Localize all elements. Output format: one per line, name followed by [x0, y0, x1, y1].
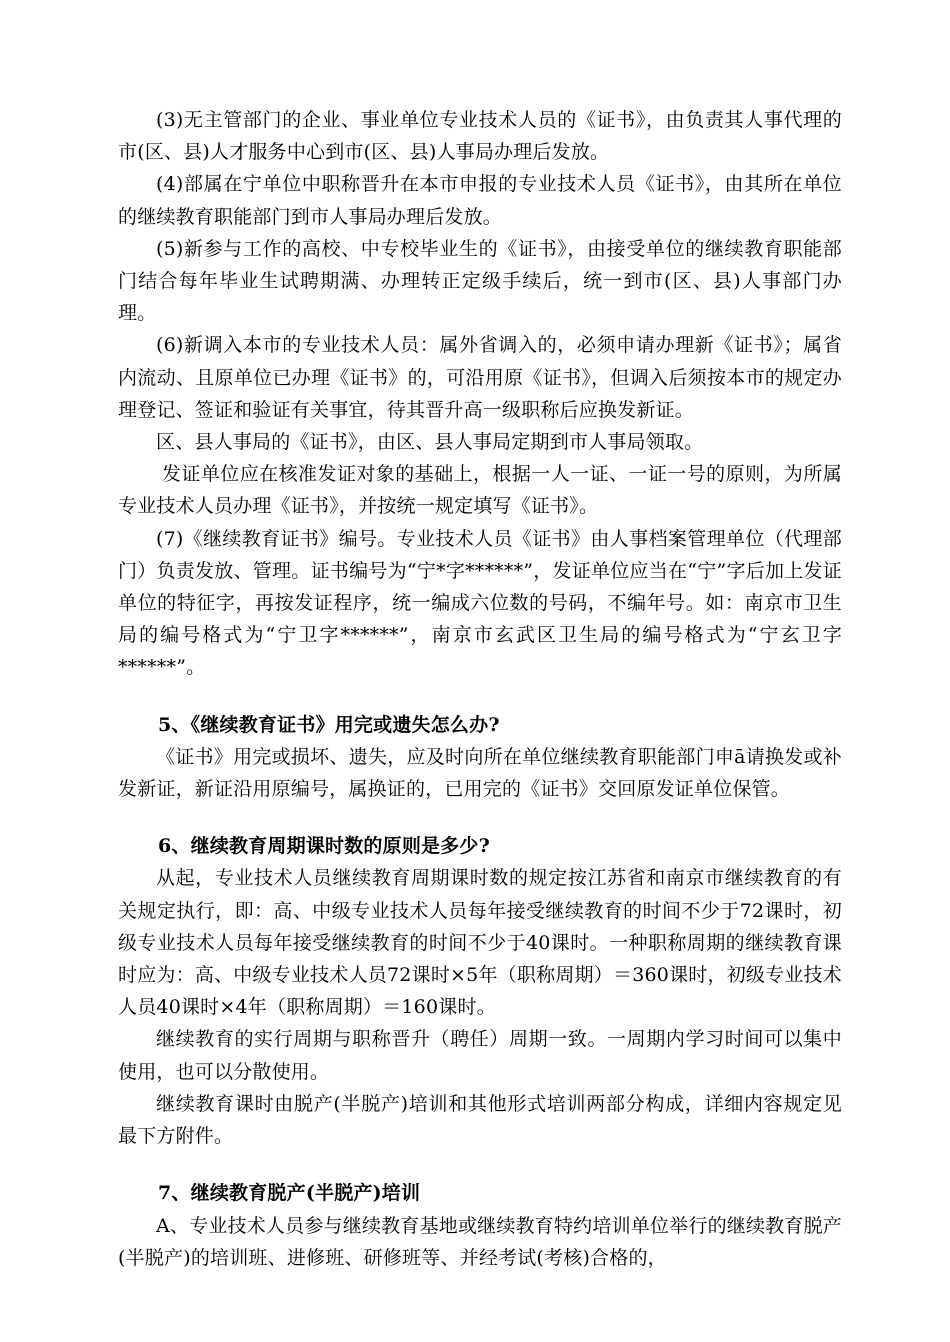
section-heading: 5、《继续教育证书》用完或遗失怎么办? — [158, 713, 500, 736]
paragraph: 继续教育的实行周期与职称晋升（聘任）周期一致。一周期内学习时间可以集中使用，也可以分散使用。 — [118, 1028, 842, 1083]
paragraph: 发证单位应在核准发证对象的基础上，根据一人一证、一证一号的原则，为所属专业技术人员办理《证书》，并按统一规定填写《证书》。 — [118, 463, 842, 518]
document-page — [118, 104, 842, 1274]
paragraph: 区、县人事局的《证书》，由区、县人事局定期到市人事局领取。 — [156, 431, 704, 454]
paragraph: 继续教育课时由脱产(半脱产)培训和其他形式培训两部分构成，详细内容规定见最下方附件。 — [118, 1092, 842, 1148]
paragraph: (5)新参与工作的高校、中专校毕业生的《证书》，由接受单位的继续教育职能部门结合每年毕业生试聘期满、办理转正定级手续后，统一到市(区、县)人事部门办理。 — [118, 237, 842, 325]
paragraph: 从起，专业技术人员继续教育周期课时数的规定按江苏省和南京市继续教育的有关规定执行，即：高、中级专业技术人员每年接受继续教育的时间不少于72课时，初级专业技术人员每年接受继续教育的时间不少于40课时。一种职称周期的继续教育课时应为：高、中级专业技术人员72课时×5年（职称周期）＝360课时，初级专业技术人员40课时×4年（职称周期）＝160课时。 — [118, 867, 842, 1019]
section-heading: 6、继续教育周期课时数的原则是多少? — [158, 835, 490, 858]
paragraph: A、专业技术人员参与继续教育基地或继续教育特约培训单位举行的继续教育脱产(半脱产)的培训班、进修班、研修班等、并经考试(考核)合格的， — [118, 1214, 842, 1269]
paragraph: (6)新调入本市的专业技术人员：属外省调入的，必须申请办理新《证书》；属省内流动、且原单位已办理《证书》的，可沿用原《证书》，但调入后须按本市的规定办理登记、签证和验证有关事宜，待其晋升高一级职称后应换发新证。 — [118, 334, 842, 421]
paragraph: (3)无主管部门的企业、事业单位专业技术人员的《证书》，由负责其人事代理的市(区、县)人才服务中心到市(区、县)人事局办理后发放。 — [118, 109, 842, 164]
paragraph: (7)《继续教育证书》编号。专业技术人员《证书》由人事档案管理单位（代理部门）负责发放、管理。证书编号为“宁*字******”，发证单位应当在“宁”字后加上发证单位的特征字，再按发证程序，统一编成六位数的号码，不编年号。如：南京市卫生局的编号格式为“宁卫字******”，南京市玄武区卫生局的编号格式为“宁玄卫字******”。 — [118, 527, 842, 679]
section-heading: 7、继续教育脱产(半脱产)培训 — [158, 1182, 421, 1205]
paragraph: (4)部属在宁单位中职称晋升在本市申报的专业技术人员《证书》，由其所在单位的继续教育职能部门到市人事局办理后发放。 — [118, 173, 842, 228]
paragraph: 《证书》用完或损坏、遗失，应及时向所在单位继续教育职能部门申ā请换发或补发新证，新证沿用原编号，属换证的，已用完的《证书》交回原发证单位保管。 — [118, 745, 842, 801]
